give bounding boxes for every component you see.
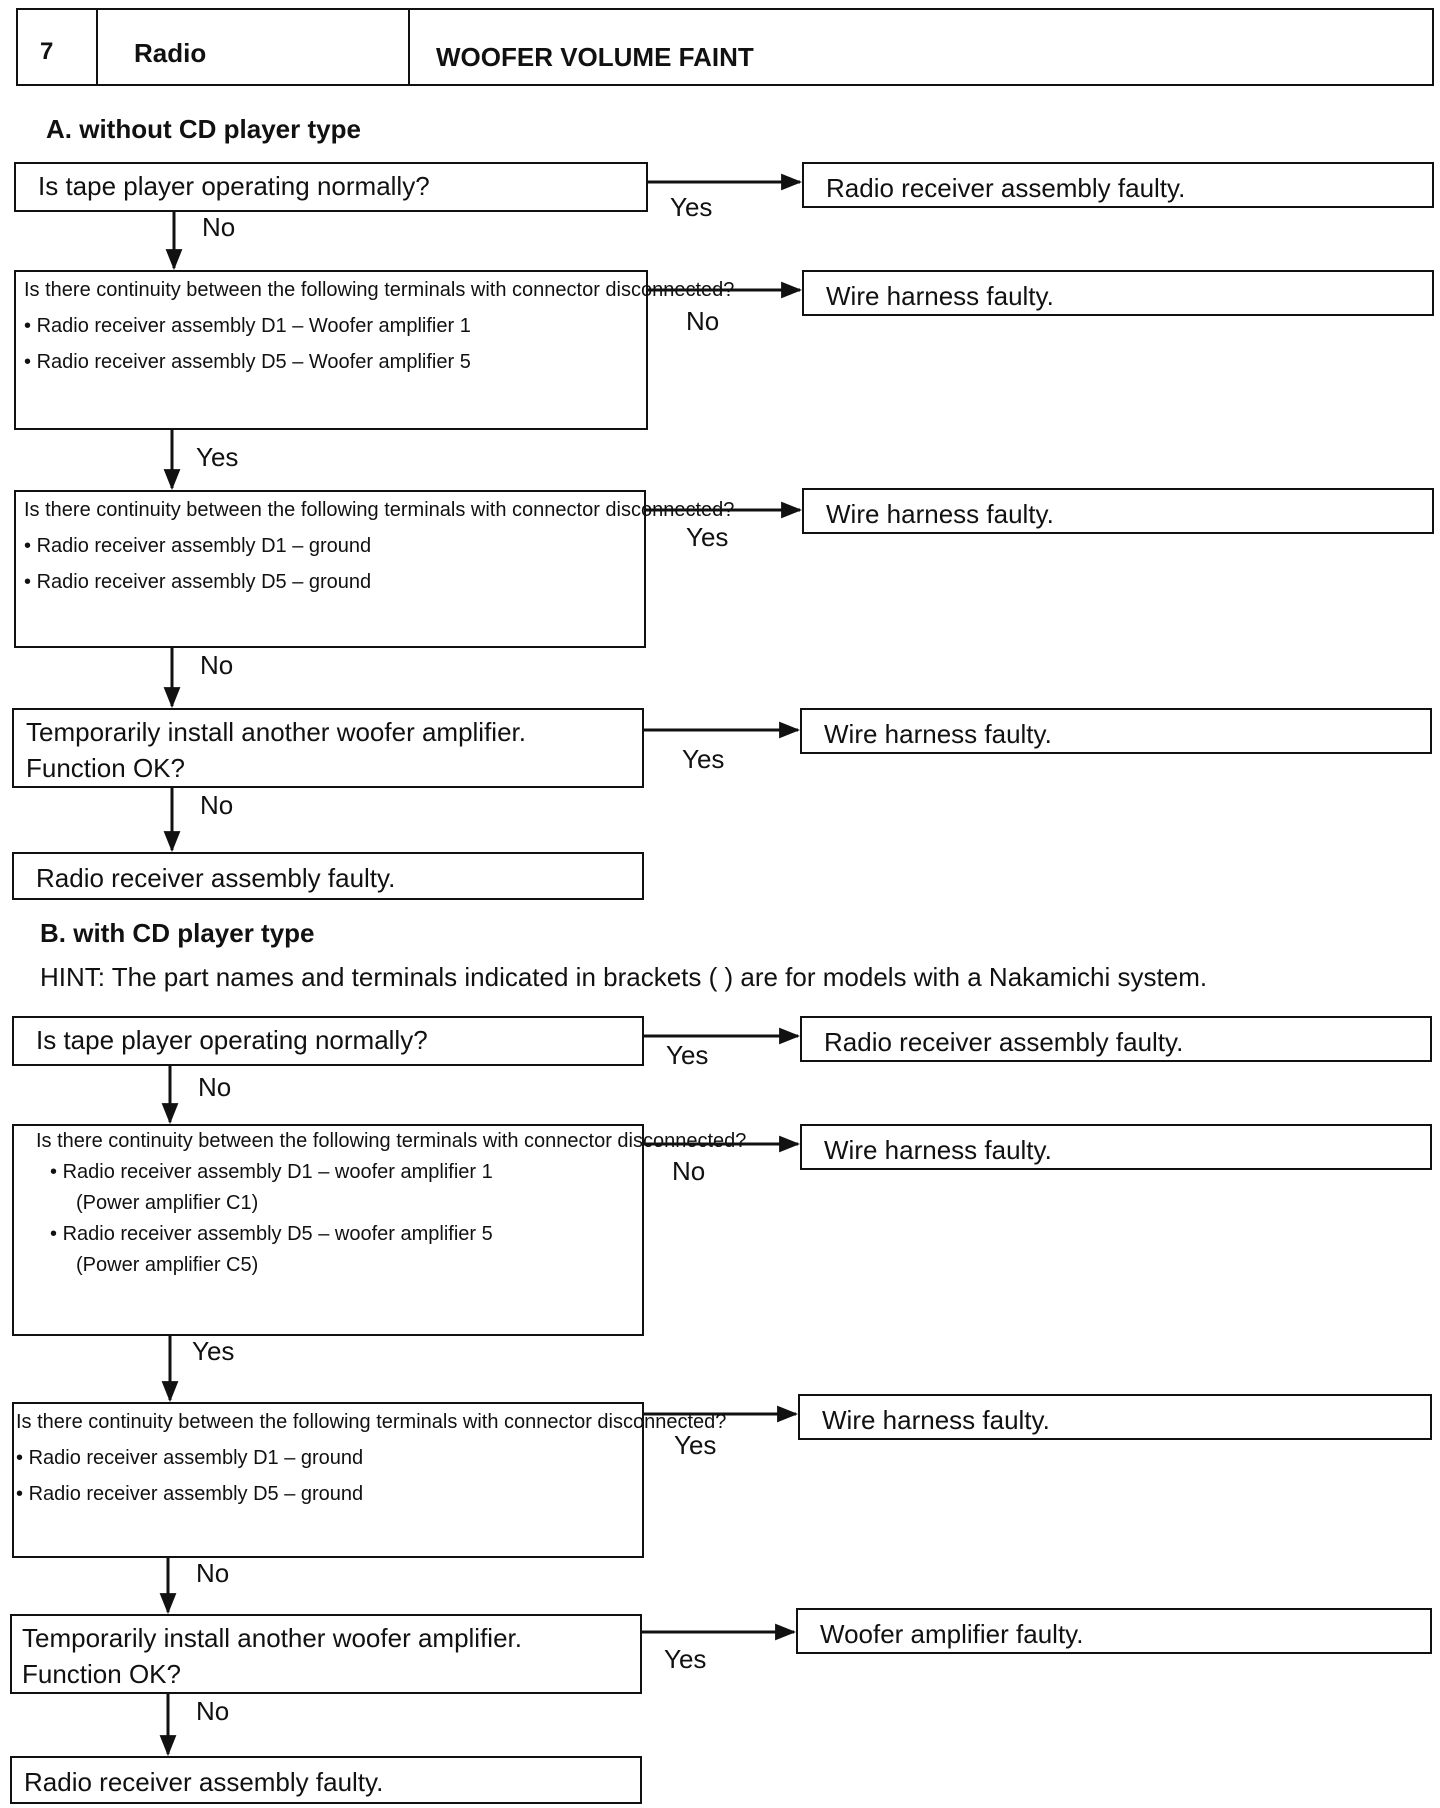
b-q4-yes-label: Yes bbox=[664, 1644, 707, 1674]
b-r1-box bbox=[800, 1016, 1432, 1062]
a-r3-text: Wire harness faulty. bbox=[826, 499, 1054, 529]
b-r1-text: Radio receiver assembly faulty. bbox=[824, 1027, 1184, 1057]
a-q1-yes-label: Yes bbox=[670, 192, 713, 222]
a-q2-no-label: No bbox=[686, 306, 720, 336]
header-category: Radio bbox=[134, 38, 207, 68]
a-q2-item-1: • Radio receiver assembly D1 – Woofer amplifier 1 bbox=[24, 308, 646, 344]
section-b-heading: B. with CD player type bbox=[40, 918, 315, 948]
b-r2-text: Wire harness faulty. bbox=[824, 1135, 1052, 1165]
b-q2-item-2-main: Radio receiver assembly D5 – woofer amplifier 5 bbox=[62, 1223, 493, 1245]
header-title: WOOFER VOLUME FAINT bbox=[436, 42, 754, 72]
b-q2-item-2 bbox=[50, 1219, 642, 1281]
a-q3-item-2: • Radio receiver assembly D5 – ground bbox=[24, 564, 644, 600]
a-q3-item-1: • Radio receiver assembly D1 – ground bbox=[24, 528, 644, 564]
a-r4-text: Wire harness faulty. bbox=[824, 719, 1052, 749]
a-q4-line-2: Function OK? bbox=[26, 753, 185, 783]
b-q3-yes-label: Yes bbox=[674, 1430, 717, 1460]
b-q4-line-2: Function OK? bbox=[22, 1659, 181, 1689]
b-q2-item-1-main: Radio receiver assembly D1 – woofer amplifier 1 bbox=[62, 1161, 493, 1183]
a-q1-box bbox=[14, 162, 648, 212]
b-q1-no-label: No bbox=[198, 1072, 232, 1102]
b-q4-line-1: Temporarily install another woofer amplifier. bbox=[22, 1623, 522, 1653]
a-final-text: Radio receiver assembly faulty. bbox=[36, 863, 396, 893]
section-a-heading: A. without CD player type bbox=[46, 114, 361, 144]
b-q3-text: Is there continuity between the following terminals with connector disconnected? bbox=[16, 1411, 727, 1433]
b-q2-item-1-sub: (Power amplifier C1) bbox=[76, 1192, 259, 1214]
a-r2-box bbox=[802, 270, 1434, 316]
b-q2-no-label: No bbox=[672, 1156, 706, 1186]
b-r3-box bbox=[798, 1394, 1432, 1440]
a-r4-box bbox=[800, 708, 1432, 754]
b-q2-text: Is there continuity between the following terminals with connector disconnected? bbox=[36, 1130, 747, 1152]
a-q3-yes-label: Yes bbox=[686, 522, 729, 552]
header-number-cell bbox=[16, 8, 98, 86]
a-final-box bbox=[12, 852, 644, 900]
header-category-cell bbox=[96, 8, 410, 86]
a-q1-text: Is tape player operating normally? bbox=[38, 171, 430, 201]
b-q2-item-1 bbox=[50, 1157, 642, 1219]
b-q3-no-label: No bbox=[196, 1558, 230, 1588]
a-q4-box bbox=[12, 708, 644, 788]
a-q1-no-label: No bbox=[202, 212, 236, 242]
a-r3-box bbox=[802, 488, 1434, 534]
a-q2-yes-label: Yes bbox=[196, 442, 239, 472]
b-r2-box bbox=[800, 1124, 1432, 1170]
a-q4-no-label: No bbox=[200, 790, 234, 820]
b-r3-text: Wire harness faulty. bbox=[822, 1405, 1050, 1435]
a-q3-text: Is there continuity between the following terminals with connector disconnected? bbox=[24, 499, 735, 521]
a-q2-item-2: • Radio receiver assembly D5 – Woofer amplifier 5 bbox=[24, 344, 646, 380]
a-q4-line-1: Temporarily install another woofer amplifier. bbox=[26, 717, 526, 747]
section-b-hint: HINT: The part names and terminals indicated in brackets ( ) are for models with a Nakamichi system. bbox=[40, 962, 1208, 992]
b-q2-yes-label: Yes bbox=[192, 1336, 235, 1366]
b-q1-yes-label: Yes bbox=[666, 1040, 709, 1070]
a-q2-text: Is there continuity between the following terminals with connector disconnected? bbox=[24, 279, 735, 301]
a-r1-box bbox=[802, 162, 1434, 208]
b-final-text: Radio receiver assembly faulty. bbox=[24, 1767, 384, 1797]
b-q1-box bbox=[12, 1016, 644, 1066]
a-q3-no-label: No bbox=[200, 650, 234, 680]
b-r4-text: Woofer amplifier faulty. bbox=[820, 1619, 1084, 1649]
b-q1-text: Is tape player operating normally? bbox=[36, 1025, 428, 1055]
b-q4-box bbox=[10, 1614, 642, 1694]
b-q2-item-2-sub: (Power amplifier C5) bbox=[76, 1254, 259, 1276]
b-q3-item-2: • Radio receiver assembly D5 – ground bbox=[16, 1476, 642, 1512]
b-q3-item-1: • Radio receiver assembly D1 – ground bbox=[16, 1440, 642, 1476]
a-r1-text: Radio receiver assembly faulty. bbox=[826, 173, 1186, 203]
b-q4-no-label: No bbox=[196, 1696, 230, 1726]
b-final-box bbox=[10, 1756, 642, 1804]
b-r4-box bbox=[796, 1608, 1432, 1654]
a-q4-yes-label: Yes bbox=[682, 744, 725, 774]
a-r2-text: Wire harness faulty. bbox=[826, 281, 1054, 311]
header-title-cell bbox=[408, 8, 1434, 86]
header-number: 7 bbox=[40, 38, 54, 65]
